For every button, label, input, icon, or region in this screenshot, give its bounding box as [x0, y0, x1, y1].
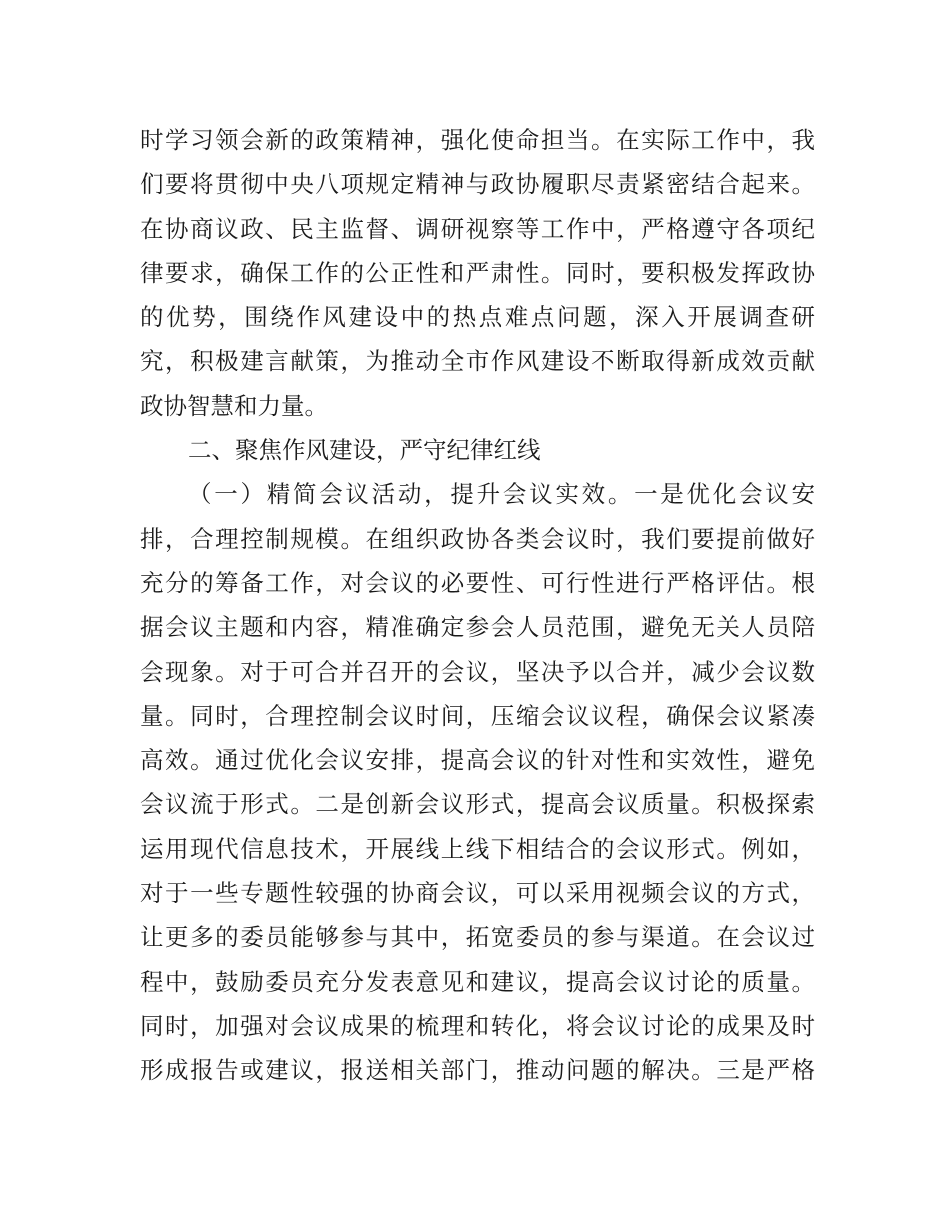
text-line: （一）精简会议活动，提升会议实效。一是优化会议安	[188, 480, 815, 509]
text-line: 让更多的委员能够参与其中，拓宽委员的参与渠道。在会议过	[140, 923, 815, 952]
text-line: 形成报告或建议，报送相关部门，推动问题的解决。三是严格	[140, 1056, 815, 1085]
text-line: 们要将贯彻中央八项规定精神与政协履职尽责紧密结合起来。	[140, 170, 815, 199]
text-line: 同时，加强对会议成果的梳理和转化，将会议讨论的成果及时	[140, 1011, 815, 1040]
paragraph-meeting-activities	[140, 472, 815, 1092]
text-line: 律要求，确保工作的公正性和严肃性。同时，要积极发挥政协	[140, 258, 815, 287]
text-line: 充分的筹备工作，对会议的必要性、可行性进行严格评估。根	[140, 568, 815, 597]
paragraph-continued	[140, 118, 815, 428]
section-heading: 二、聚焦作风建设，严守纪律红线	[188, 436, 541, 465]
text-line: 会现象。对于可合并召开的会议，坚决予以合并，减少会议数	[140, 657, 815, 686]
text-line: 会议流于形式。二是创新会议形式，提高会议质量。积极探索	[140, 790, 815, 819]
text-line: 究，积极建言献策，为推动全市作风建设不断取得新成效贡献	[140, 347, 815, 376]
text-line: 高效。通过优化会议安排，提高会议的针对性和实效性，避免	[140, 746, 815, 775]
text-line: 政协智慧和力量。	[140, 391, 328, 420]
text-line: 时学习领会新的政策精神，强化使命担当。在实际工作中，我	[140, 126, 815, 154]
document-body	[140, 118, 815, 1093]
text-line: 运用现代信息技术，开展线上线下相结合的会议形式。例如，	[140, 834, 815, 863]
text-line: 量。同时，合理控制会议时间，压缩会议议程，确保会议紧凑	[140, 701, 815, 730]
text-line: 的优势，围绕作风建设中的热点难点问题，深入开展调查研	[140, 303, 815, 332]
text-line: 对于一些专题性较强的协商会议，可以采用视频会议的方式，	[140, 879, 815, 908]
text-line: 排，合理控制规模。在组织政协各类会议时，我们要提前做好	[140, 524, 815, 553]
text-line: 在协商议政、民主监督、调研视察等工作中，严格遵守各项纪	[140, 214, 815, 243]
text-line: 程中，鼓励委员充分发表意见和建议，提高会议讨论的质量。	[140, 967, 815, 996]
text-line: 据会议主题和内容，精准确定参会人员范围，避免无关人员陪	[140, 613, 815, 642]
